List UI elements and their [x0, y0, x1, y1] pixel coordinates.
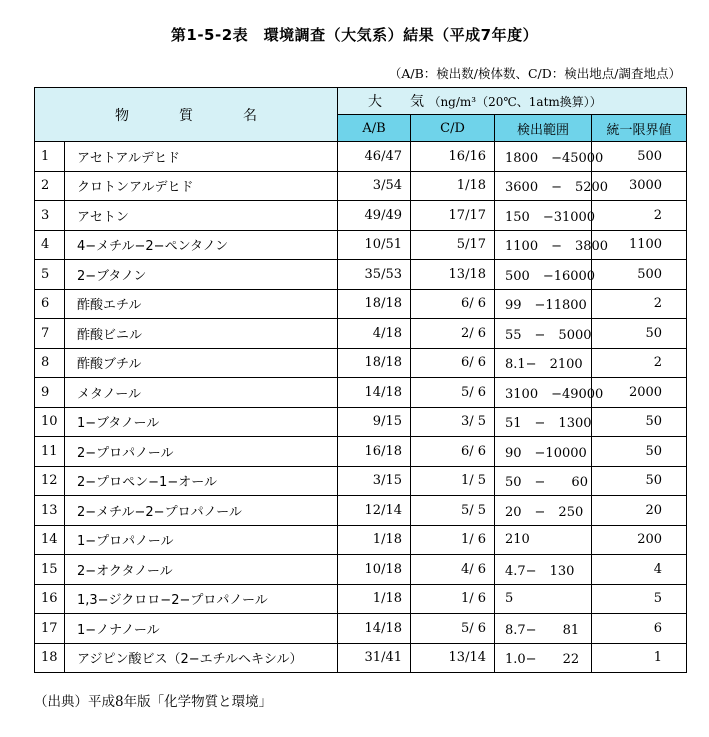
row-number: 14 [35, 525, 65, 555]
substance-name: アジピン酸ビス（2−エチルヘキシル） [65, 643, 338, 673]
table-row [35, 614, 687, 644]
source-note: （出典）平成8年版「化学物質と環境」 [34, 694, 273, 710]
cd-value: 5/17 [411, 230, 495, 260]
cd-value: 4/ 6 [411, 555, 495, 585]
cd-value: 13/14 [411, 643, 495, 673]
row-number: 12 [35, 466, 65, 496]
substance-name-header: 物 質 名 [35, 88, 338, 142]
table-row [35, 142, 687, 172]
table-row [35, 171, 687, 201]
ab-value: 4/18 [338, 319, 411, 349]
air-unit: （ng/m³（20℃、1atm換算）） [428, 95, 602, 109]
row-number: 11 [35, 437, 65, 467]
substance-name: 1,3−ジクロロ−2−プロパノール [65, 584, 338, 614]
ab-value: 10/18 [338, 555, 411, 585]
row-number: 10 [35, 407, 65, 437]
detection-range: 8.1− 2100 [495, 348, 592, 378]
detection-range: 1.0− 22 [495, 643, 592, 673]
detection-range: 50 − 60 [495, 466, 592, 496]
substance-name: 2−プロパノール [65, 437, 338, 467]
table-row [35, 260, 687, 290]
environmental-survey-table [34, 87, 687, 673]
cd-value: 1/18 [411, 171, 495, 201]
table-row [35, 466, 687, 496]
table-row [35, 525, 687, 555]
substance-name: 2−オクタノール [65, 555, 338, 585]
substance-name: 酢酸ビニル [65, 319, 338, 349]
ab-value: 1/18 [338, 525, 411, 555]
cd-value: 5/ 6 [411, 614, 495, 644]
detection-range: 20 − 250 [495, 496, 592, 526]
detection-range: 3600 − 5200 [495, 171, 592, 201]
limit-value: 2000 [592, 378, 687, 408]
cd-value: 3/ 5 [411, 407, 495, 437]
limit-value: 500 [592, 142, 687, 172]
limit-value: 500 [592, 260, 687, 290]
limit-value: 1 [592, 643, 687, 673]
table-row [35, 230, 687, 260]
detection-range: 3100 −49000 [495, 378, 592, 408]
ab-value: 16/18 [338, 437, 411, 467]
ab-value: 12/14 [338, 496, 411, 526]
limit-value: 5 [592, 584, 687, 614]
row-number: 4 [35, 230, 65, 260]
row-number: 9 [35, 378, 65, 408]
ab-value: 49/49 [338, 201, 411, 231]
row-number: 17 [35, 614, 65, 644]
detection-range: 1800 −45000 [495, 142, 592, 172]
cd-header: C/D [411, 115, 495, 142]
substance-name: 2−メチル−2−プロパノール [65, 496, 338, 526]
substance-name: アセトン [65, 201, 338, 231]
detection-range: 1100 − 3800 [495, 230, 592, 260]
detection-range: 500 −16000 [495, 260, 592, 290]
detection-range: 90 −10000 [495, 437, 592, 467]
cd-value: 5/ 6 [411, 378, 495, 408]
substance-name: 1−ブタノール [65, 407, 338, 437]
limit-value: 2 [592, 348, 687, 378]
ab-value: 14/18 [338, 378, 411, 408]
table-row [35, 407, 687, 437]
table-row [35, 643, 687, 673]
substance-name: 4−メチル−2−ペンタノン [65, 230, 338, 260]
cd-value: 1/ 6 [411, 525, 495, 555]
substance-name: クロトンアルデヒド [65, 171, 338, 201]
ab-header: A/B [338, 115, 411, 142]
table-row [35, 201, 687, 231]
cd-value: 6/ 6 [411, 348, 495, 378]
limit-value: 2 [592, 201, 687, 231]
ab-value: 3/54 [338, 171, 411, 201]
ab-value: 35/53 [338, 260, 411, 290]
air-label: 大 気 [368, 94, 424, 110]
detection-range: 5 [495, 584, 592, 614]
row-number: 1 [35, 142, 65, 172]
table-row [35, 348, 687, 378]
cd-value: 17/17 [411, 201, 495, 231]
table-row [35, 378, 687, 408]
limit-value: 50 [592, 466, 687, 496]
air-header [338, 88, 687, 115]
substance-name: アセトアルデヒド [65, 142, 338, 172]
detection-range: 4.7− 130 [495, 555, 592, 585]
table-row [35, 319, 687, 349]
ab-value: 46/47 [338, 142, 411, 172]
ab-value: 14/18 [338, 614, 411, 644]
limit-value: 50 [592, 407, 687, 437]
row-number: 7 [35, 319, 65, 349]
row-number: 2 [35, 171, 65, 201]
row-number: 13 [35, 496, 65, 526]
detection-range: 51 − 1300 [495, 407, 592, 437]
row-number: 6 [35, 289, 65, 319]
detection-range: 55 − 5000 [495, 319, 592, 349]
cd-value: 1/ 5 [411, 466, 495, 496]
limit-value: 1100 [592, 230, 687, 260]
row-number: 3 [35, 201, 65, 231]
cd-value: 13/18 [411, 260, 495, 290]
row-number: 5 [35, 260, 65, 290]
row-number: 18 [35, 643, 65, 673]
cd-value: 5/ 5 [411, 496, 495, 526]
limit-value: 50 [592, 319, 687, 349]
limit-value: 3000 [592, 171, 687, 201]
cd-value: 16/16 [411, 142, 495, 172]
legend-note: （A/B：検出数/検体数、C/D：検出地点/調査地点） [388, 66, 681, 81]
detection-range: 8.7− 81 [495, 614, 592, 644]
table-title: 第1-5-2表 環境調査（大気系）結果（平成7年度） [170, 26, 539, 44]
ab-value: 31/41 [338, 643, 411, 673]
limit-value: 50 [592, 437, 687, 467]
ab-value: 1/18 [338, 584, 411, 614]
limit-value: 200 [592, 525, 687, 555]
table-row [35, 584, 687, 614]
ab-value: 18/18 [338, 289, 411, 319]
row-number: 16 [35, 584, 65, 614]
substance-name: メタノール [65, 378, 338, 408]
limit-value: 20 [592, 496, 687, 526]
cd-value: 2/ 6 [411, 319, 495, 349]
detection-range: 99 −11800 [495, 289, 592, 319]
substance-name: 1−プロパノール [65, 525, 338, 555]
ab-value: 18/18 [338, 348, 411, 378]
range-header: 検出範囲 [495, 115, 592, 142]
table-row [35, 289, 687, 319]
substance-name: 2−ブタノン [65, 260, 338, 290]
ab-value: 3/15 [338, 466, 411, 496]
ab-value: 9/15 [338, 407, 411, 437]
substance-name: 酢酸エチル [65, 289, 338, 319]
ab-value: 10/51 [338, 230, 411, 260]
row-number: 8 [35, 348, 65, 378]
cd-value: 1/ 6 [411, 584, 495, 614]
limit-header: 統一限界値 [592, 115, 687, 142]
cd-value: 6/ 6 [411, 289, 495, 319]
substance-name: 酢酸ブチル [65, 348, 338, 378]
limit-value: 4 [592, 555, 687, 585]
row-number: 15 [35, 555, 65, 585]
substance-name: 1−ノナノール [65, 614, 338, 644]
detection-range: 150 −31000 [495, 201, 592, 231]
limit-value: 2 [592, 289, 687, 319]
substance-name: 2−プロペン−1−オール [65, 466, 338, 496]
limit-value: 6 [592, 614, 687, 644]
detection-range: 210 [495, 525, 592, 555]
cd-value: 6/ 6 [411, 437, 495, 467]
table-row [35, 437, 687, 467]
table-row [35, 496, 687, 526]
table-row [35, 555, 687, 585]
